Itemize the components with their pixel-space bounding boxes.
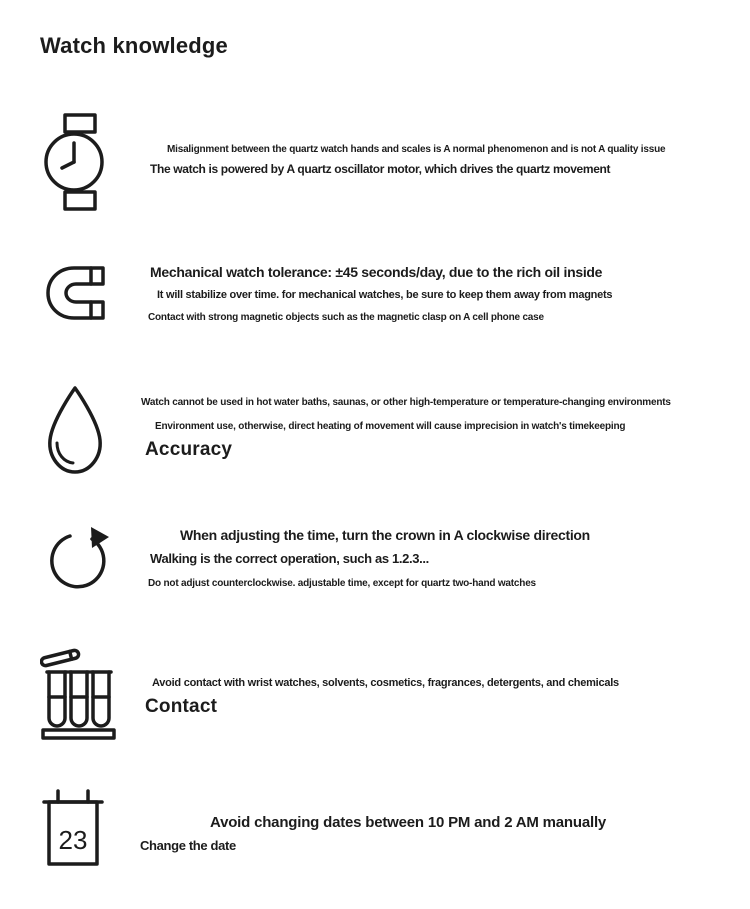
calendar-icon (42, 788, 104, 872)
knowledge-line: Avoid changing dates between 10 PM and 2 AM manually (210, 814, 607, 831)
knowledge-line: Do not adjust counterclockwise. adjustable time, except for quartz two-hand watches (148, 578, 536, 589)
chemicals-icon (40, 645, 116, 742)
knowledge-line: Mechanical watch tolerance: ±45 seconds/day, due to the rich oil inside (150, 264, 603, 280)
knowledge-heading: Contact (145, 696, 218, 717)
knowledge-line: Contact with strong magnetic objects such as the magnetic clasp on A cell phone case (148, 312, 544, 323)
magnet-icon (44, 264, 106, 322)
knowledge-line: The watch is powered by A quartz oscillator motor, which drives the quartz movement (150, 162, 611, 176)
clockwise-arrow-icon (42, 522, 112, 594)
section-chemical-contact (0, 645, 750, 788)
section-magnetism (0, 264, 750, 383)
knowledge-line: Environment use, otherwise, direct heating of movement will cause imprecision in watch's timekeeping (155, 421, 626, 432)
knowledge-line: Misalignment between the quartz watch hands and scales is A normal phenomenon and is not A quality issue (167, 144, 666, 155)
knowledge-line: Watch cannot be used in hot water baths, saunas, or other high-temperature or temperature-changing environments (141, 397, 671, 408)
knowledge-line: Change the date (140, 838, 236, 853)
section-time-adjustment (0, 522, 750, 645)
knowledge-heading: Accuracy (145, 439, 233, 460)
watch-icon (44, 112, 106, 212)
knowledge-line: Avoid contact with wrist watches, solvents, cosmetics, fragrances, detergents, and chemicals (152, 677, 619, 689)
section-date-change (0, 788, 750, 888)
knowledge-line: When adjusting the time, turn the crown in A clockwise direction (180, 527, 590, 543)
section-quartz-movement (0, 112, 750, 264)
section-accuracy (0, 383, 750, 522)
water-drop-icon (42, 383, 108, 477)
calendar-day: 23 (58, 825, 88, 855)
knowledge-line: Walking is the correct operation, such as 1.2.3... (150, 551, 429, 566)
page-title: Watch knowledge (40, 33, 228, 58)
knowledge-line: It will stabilize over time. for mechanical watches, be sure to keep them away from magnets (157, 289, 613, 301)
